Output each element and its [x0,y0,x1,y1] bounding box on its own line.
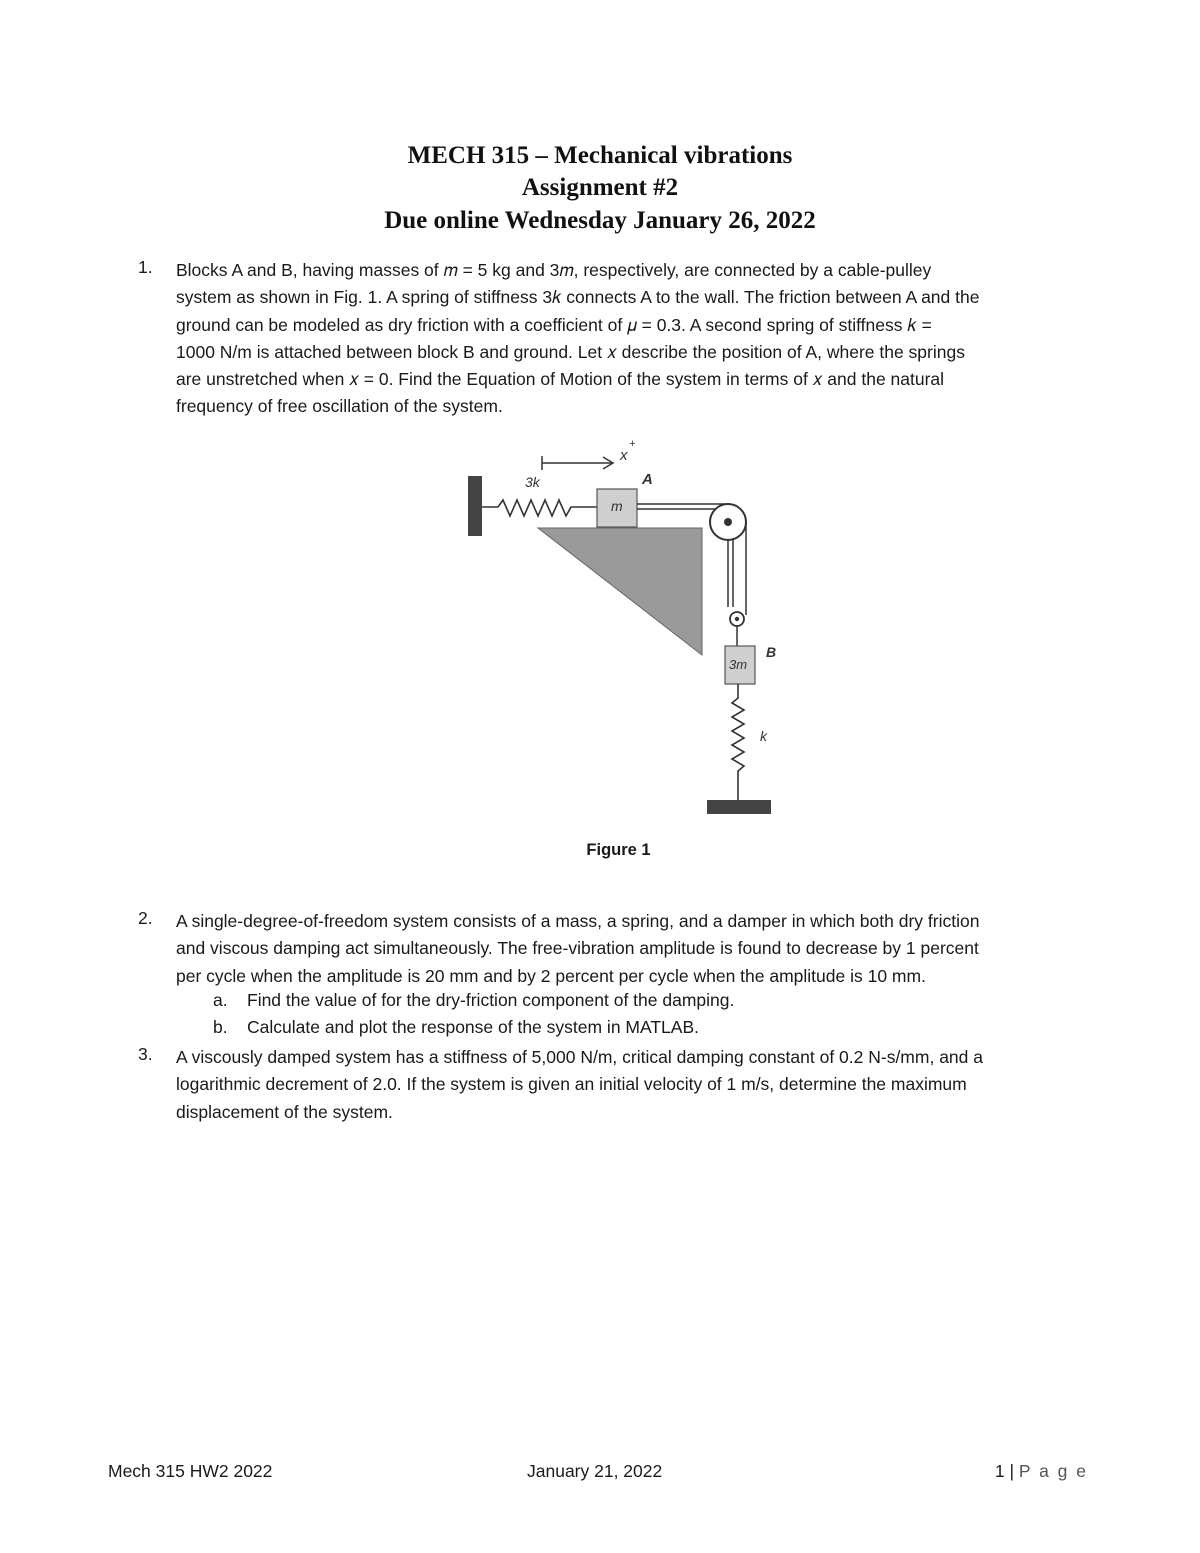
question-line: per cycle when the amplitude is 20 mm and by 2 percent per cycle when the amplitude is 10 mm. [176,965,926,986]
question-line: Blocks A and B, having masses of 𝑚 = 5 kg and 3𝑚, respectively, are connected by a cable-pulley [176,260,932,280]
page-number: 1 [994,1461,1005,1481]
label-a: A [642,471,653,488]
ground [707,800,771,814]
question-line: system as shown in Fig. 1. A spring of stiffness 3𝑘 connects A to the wall. The friction between A and the [176,287,980,308]
label-k: k [760,728,767,744]
label-x: x [620,447,628,464]
page-word: P a g e [1018,1461,1088,1481]
subpart-a-text: Find the value of for the dry-friction component of the damping. [247,990,735,1010]
figure-1-diagram [460,436,790,821]
question-3-number: 3. [138,1044,153,1064]
question-line: and viscous damping act simultaneously. The free-vibration amplitude is found to decrease by 1 percent [176,938,979,959]
footer-course: Mech 315 HW2 2022 [108,1461,273,1481]
question-line: A single-degree-of-freedom system consists of a mass, a spring, and a damper in which both dry friction [176,911,980,931]
label-m: m [611,498,623,514]
question-line: ground can be modeled as dry friction with a coefficient of 𝜇 = 0.3. A second spring of stiffness 𝑘 = [176,314,932,335]
lower-pulley-center [735,617,739,621]
subpart-b-text: Calculate and plot the response of the system in MATLAB. [247,1017,699,1037]
footer-date: January 21, 2022 [527,1461,663,1481]
inclined-surface [538,528,702,655]
spring-k [732,684,744,800]
question-3-text [176,1044,1106,1126]
spring-3k [482,500,597,516]
label-3k: 3k [525,474,540,490]
question-line: displacement of the system. [176,1101,393,1122]
wall [468,476,482,536]
course-title: MECH 315 – Mechanical vibrations [407,142,793,169]
label-plus: + [629,438,636,450]
due-date: Due online Wednesday January 26, 2022 [384,207,816,234]
question-2-number: 2. [138,908,153,928]
question-1-text [176,257,1106,421]
page-separator: | [1009,1461,1014,1481]
subpart-a-label: a. [213,990,228,1010]
footer-page [995,1461,1088,1482]
question-1-number: 1. [138,257,153,277]
question-line: frequency of free oscillation of the system. [176,396,503,417]
question-line: 1000 N/m is attached between block B and ground. Let 𝑥 describe the position of A, where the springs [176,341,965,362]
question-2-text [176,908,1106,990]
question-line: A viscously damped system has a stiffness of 5,000 N/m, critical damping constant of 0.2 N-s/mm, and a [176,1047,983,1067]
subpart-b-label: b. [213,1017,228,1037]
assignment-title: Assignment #2 [521,174,679,201]
question-line: are unstretched when 𝑥 = 0. Find the Equation of Motion of the system in terms of 𝑥 and the natural [176,369,945,390]
label-3m: 3m [729,657,748,672]
pulley-center [724,518,732,526]
label-b: B [766,644,777,660]
figure-caption: Figure 1 [586,841,651,859]
question-line: logarithmic decrement of 2.0. If the system is given an initial velocity of 1 m/s, determine the maximum [176,1074,967,1095]
